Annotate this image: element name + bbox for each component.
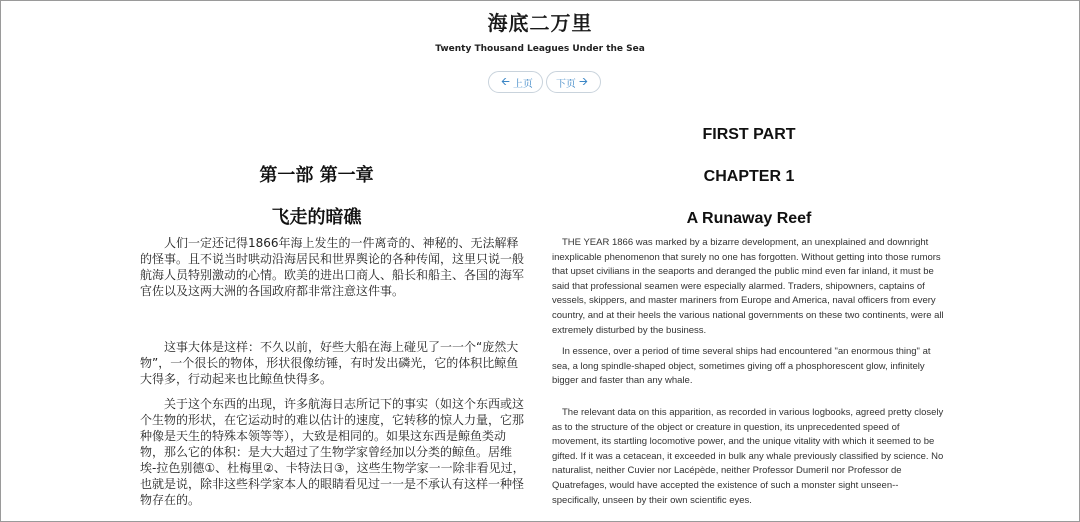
english-part-heading: FIRST PART: [702, 126, 796, 143]
next-page-label: 下页: [555, 78, 576, 90]
chinese-paragraph: 关于这个东西的出现，许多航海日志所记下的事实（如这个东西或这个生物的形状，在它运动时的难以估计的速度，它转移的惊人力量，它那种像是天生的特殊本领等等），大致是相同的。如果这东西是鲸鱼类动物，那么它的体积：是大大超过了生物学家曾经加以分类的鲸鱼。居维埃-拉色别德①、杜梅里②、卡特法日③，这些生物学家一一除非看见过，也就是说，除非这些科学家本人的眼睛看见过一一是不承认有这样一种怪物存在的。: [140, 397, 525, 507]
next-page-button[interactable]: [546, 71, 601, 93]
english-paragraph: THE YEAR 1866 was marked by a bizarre development, an unexplained and downright inexplicable phenomenon that surely no one has forgotten. Without getting into those rumors that upset civilians in the seaports and deranged the public mind even far inland, it must be said that professional seamen were especially alarmed. Traders, shipowners, captains of vessels, skippers, and master mariners from Europe and America, naval officers from every country, and at their heels the various national governments on these two continents, were all extremely disturbed by the business.: [552, 237, 944, 336]
page-navigation: [488, 71, 601, 93]
chinese-paragraph: 这事大体是这样：不久以前，好些大船在海上碰见了一一个“庞然大物”，一个很长的物体，形状很像纺锤，有时发出磷光，它的体积比鲸鱼大得多，行动起来也比鲸鱼快得多。: [140, 340, 519, 386]
english-text-column: [552, 121, 946, 508]
previous-page-button[interactable]: [488, 71, 543, 93]
arrow-left-icon: 🡨: [501, 74, 510, 88]
english-paragraph: In essence, over a period of time several ships had encountered "an enormous thing" at sea, a long spindle-shaped object, sometimes giving off a phosphorescent glow, infinitely bigger and faster than any whale.: [552, 346, 931, 387]
english-chapter-title: A Runaway Reef: [686, 210, 812, 227]
chinese-paragraph: 人们一定还记得1866年海上发生的一件离奇的、神秘的、无法解释的怪事。且不说当时哄动沿海居民和世界舆论的各种传闻，这里只说一般航海人员特别激动的心情。欧美的进出口商人、船长和船主、各国的海军官佐以及这两大洲的各国政府都非常注意这件事。: [140, 236, 525, 298]
book-subtitle: Twenty Thousand Leagues Under the Sea: [435, 44, 645, 54]
chinese-part-chapter-heading: 第一部 第一章: [259, 165, 374, 186]
book-title: 海底二万里: [487, 11, 593, 35]
english-paragraph: The relevant data on this apparition, as recorded in various logbooks, agreed pretty closely as to the structure of the object or creature in question, its unprecedented speed of movement, its startling locomotive power, and the unique vitality with which it seemed to be gifted. If it was a cetacean, it exceeded in bulk any whale previously classified by science. No naturalist, neither Cuvier nor Lacépède, neither Professor Dumeril nor Professor de Quatrefages, would have accepted the existence of such a monster sight unseen-- specifically, unseen by their own scientific eyes.: [552, 406, 944, 506]
chinese-chapter-title: 飞走的暗礁: [271, 207, 362, 228]
previous-page-label: 上页: [512, 78, 533, 90]
english-chapter-heading: CHAPTER 1: [703, 168, 795, 185]
arrow-right-icon: 🡪: [578, 74, 588, 88]
chinese-text-column: [140, 161, 527, 508]
